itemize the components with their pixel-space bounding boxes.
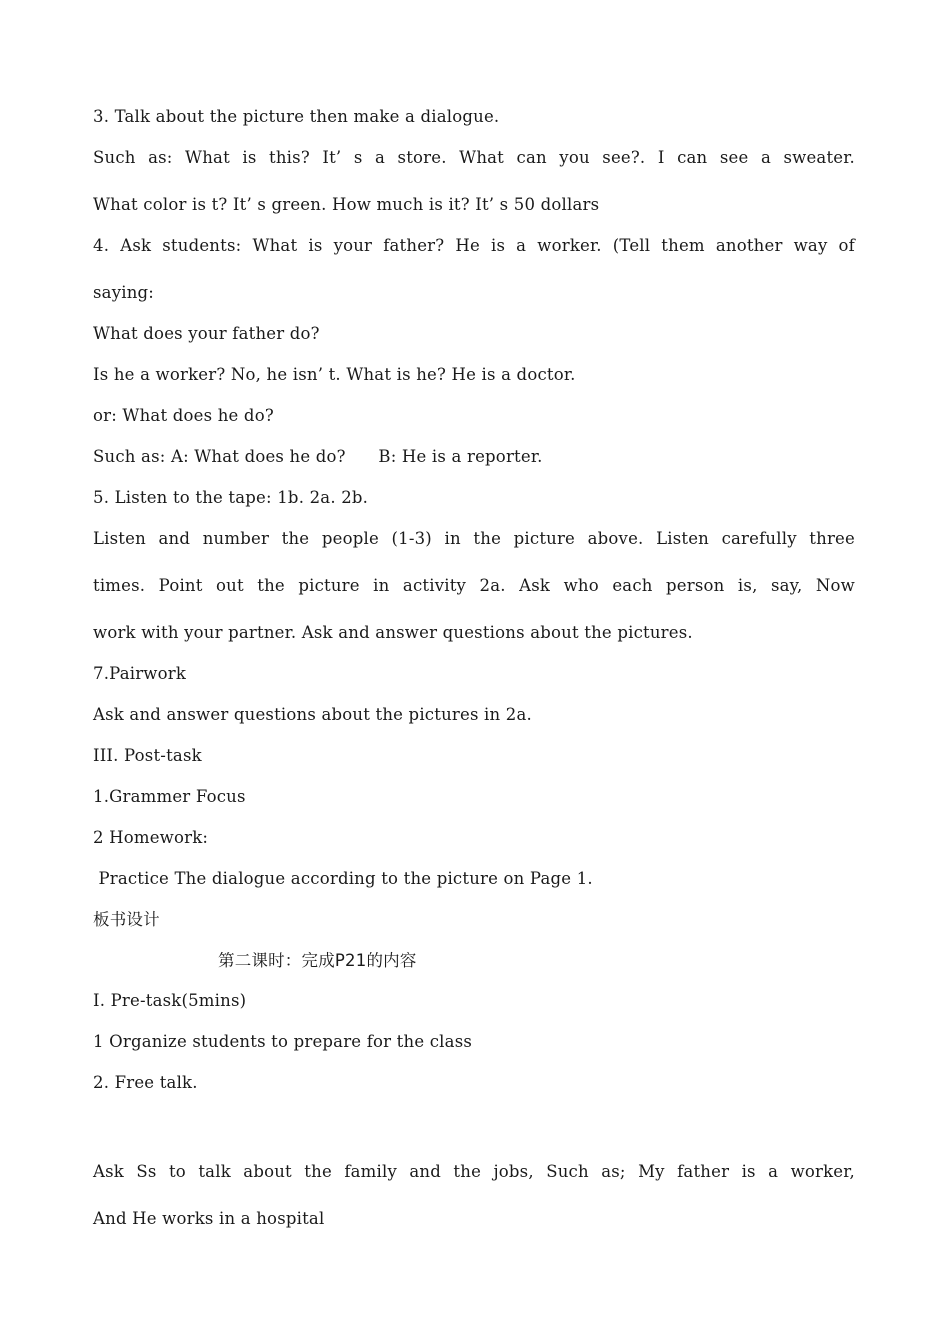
- pairwork-instruction: Ask and answer questions about the pictures in 2a.: [93, 705, 532, 724]
- listening-instruction-line-2: times. Point out the picture in activity 2a. Ask who each person is, say, Now: [93, 576, 855, 595]
- homework-item: 2 Homework:: [93, 828, 209, 847]
- blackboard-design-heading: 板书设计: [93, 910, 160, 929]
- free-talk-item: 2. Free talk.: [93, 1073, 198, 1092]
- family-jobs-instruction-line-2: And He works in a hospital: [93, 1209, 325, 1228]
- step-4-heading: 4. Ask students: What is your father? He is a worker. (Tell them another way of: [93, 236, 855, 255]
- step-4-continuation: saying:: [93, 283, 155, 302]
- step-7-heading: 7.Pairwork: [93, 664, 187, 683]
- homework-instruction: Practice The dialogue according to the picture on Page 1.: [93, 869, 593, 888]
- dialogue-example-line-1: Such as: What is this? It’ s a store. What can you see?. I can see a sweater.: [93, 148, 855, 167]
- listening-instruction-line-1: Listen and number the people (1-3) in the picture above. Listen carefully three: [93, 529, 855, 548]
- second-lesson-heading: 第二课时：完成P21的内容: [218, 951, 417, 970]
- grammar-focus-item: 1.Grammer Focus: [93, 787, 246, 806]
- reporter-example: Such as: A: What does he do? B: He is a reporter.: [93, 447, 543, 466]
- step-3-heading: 3. Talk about the picture then make a dialogue.: [93, 107, 500, 126]
- listening-instruction-line-3: work with your partner. Ask and answer questions about the pictures.: [93, 623, 693, 642]
- pre-task-heading: I. Pre-task(5mins): [93, 991, 247, 1010]
- family-jobs-instruction-line-1: Ask Ss to talk about the family and the jobs, Such as; My father is a worker,: [93, 1162, 855, 1181]
- question-father-job: What does your father do?: [93, 324, 320, 343]
- dialogue-doctor: Is he a worker? No, he isn’ t. What is he? He is a doctor.: [93, 365, 576, 384]
- post-task-heading: III. Post-task: [93, 746, 202, 765]
- dialogue-example-line-2: What color is t? It’ s green. How much is it? It’ s 50 dollars: [93, 195, 600, 214]
- step-5-heading: 5. Listen to the tape: 1b. 2a. 2b.: [93, 488, 369, 507]
- alternative-question: or: What does he do?: [93, 406, 274, 425]
- organize-students-item: 1 Organize students to prepare for the class: [93, 1032, 473, 1051]
